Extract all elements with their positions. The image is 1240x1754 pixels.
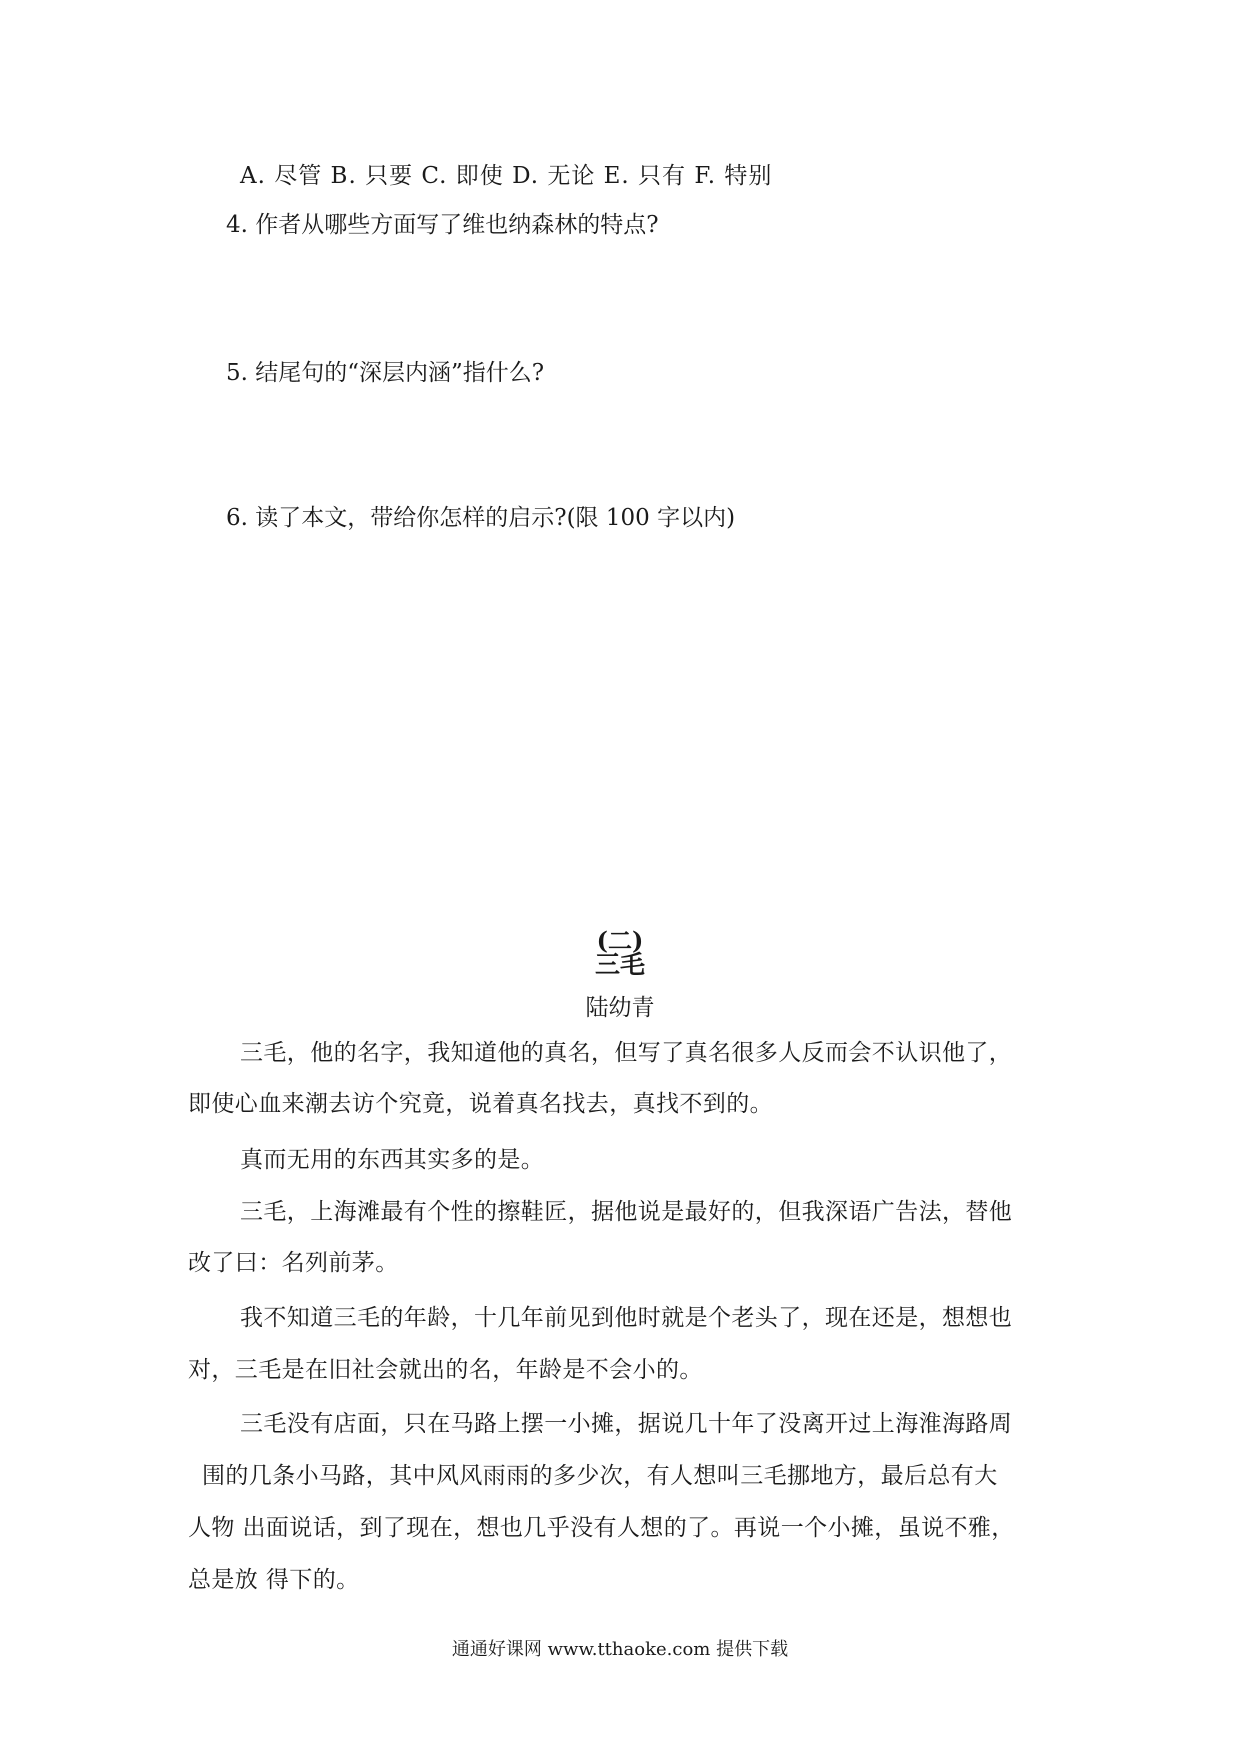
article-line: 对，三毛是在旧社会就出的名，年龄是不会小的。 <box>188 1357 703 1383</box>
article-author: 陆幼青 <box>585 995 655 1021</box>
question-6: 6. 读了本文，带给你怎样的启示?(限 100 字以内) <box>226 505 736 531</box>
article-line: 人物 出面说话，到了现在，想也几乎没有人想的了。再说一个小摊，虽说不雅， <box>188 1515 1015 1541</box>
article-line: 即使心血来潮去访个究竟，说着真名找去，真找不到的。 <box>188 1091 773 1117</box>
article-line: 真而无用的东西其实多的是。 <box>240 1147 545 1173</box>
footer-credit: 通通好课网 www.tthaoke.com 提供下载 <box>451 1639 789 1660</box>
article-line: 我不知道三毛的年龄，十几年前见到他时就是个老头了，现在还是，想想也 <box>240 1305 1013 1331</box>
article-line: 围的几条小马路，其中风风雨雨的多少次，有人想叫三毛挪地方，最后总有大 <box>202 1463 998 1489</box>
article-line: 改了曰：名列前茅。 <box>188 1250 399 1276</box>
article-line: 三毛，他的名字，我知道他的真名，但写了真名很多人反而会不认识他了， <box>240 1040 1013 1066</box>
answer-options: A. 尽管 B. 只要 C. 即使 D. 无论 E. 只有 F. 特别 <box>240 163 773 189</box>
article-line: 总是放 得下的。 <box>188 1567 360 1593</box>
article-line: 三毛，上海滩最有个性的擦鞋匠，据他说是最好的，但我深语广告法，替他 <box>240 1199 1013 1225</box>
section-number: (二) <box>596 926 644 955</box>
question-4: 4. 作者从哪些方面写了维也纳森林的特点? <box>226 212 659 238</box>
article-line: 三毛没有店面，只在马路上摆一小摊，据说几十年了没离开过上海淮海路周 <box>240 1411 1013 1437</box>
question-5: 5. 结尾句的“深层内涵”指什么? <box>226 360 545 386</box>
article-title: 三毛 <box>594 950 645 979</box>
